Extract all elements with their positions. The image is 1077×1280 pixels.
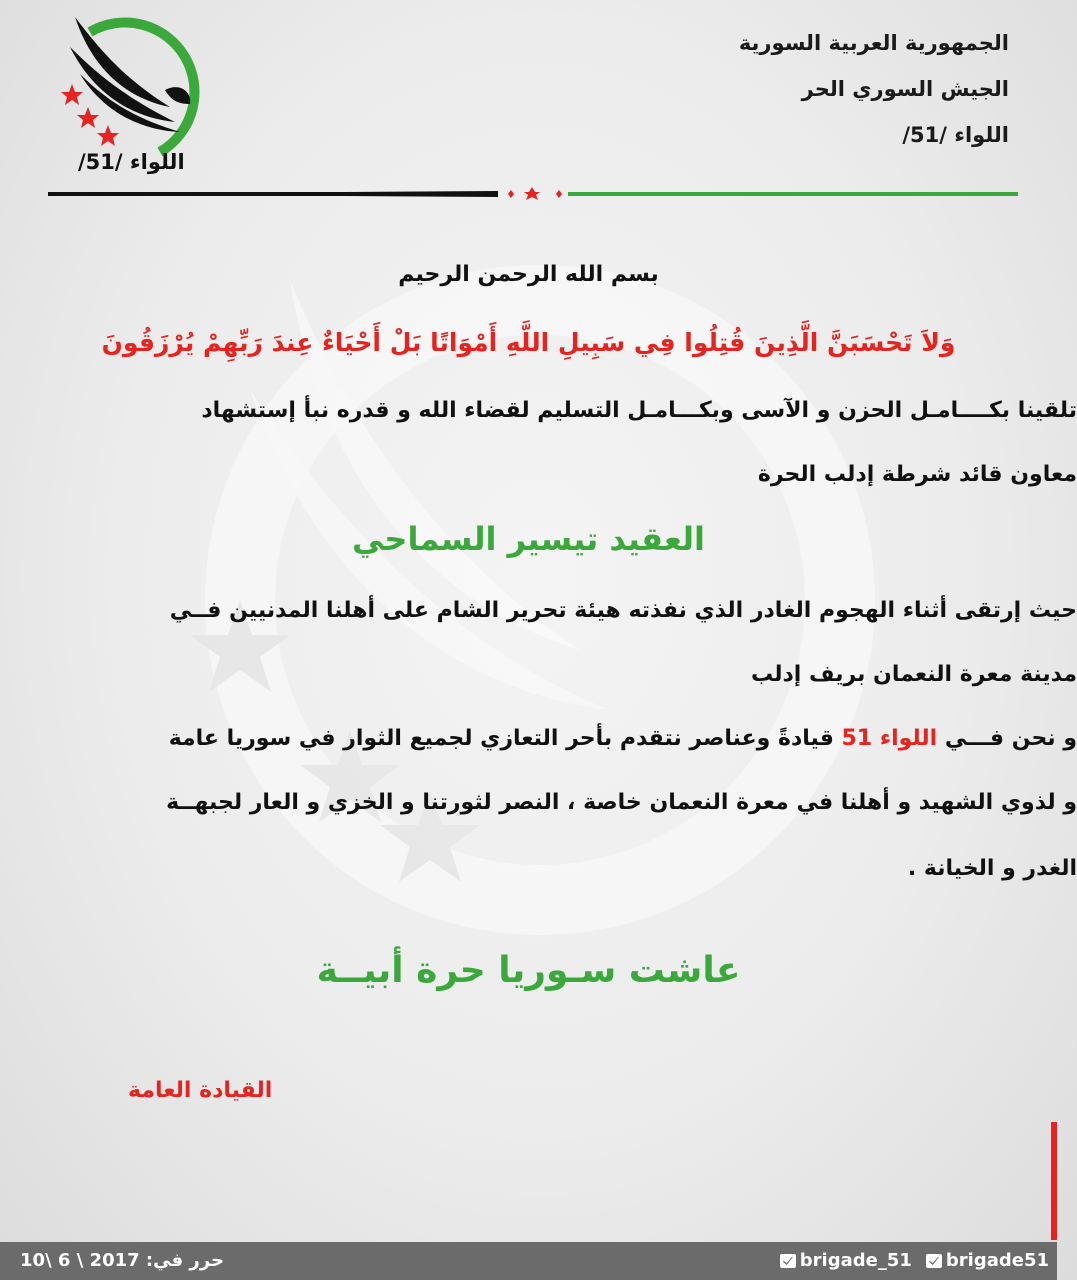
slogan: عاشت سـوريا حرة أبيــة	[316, 950, 741, 991]
header-line-army: الجيش السوري الحر	[801, 77, 1009, 101]
letterhead	[739, 30, 1009, 168]
twitter-icon	[926, 1254, 942, 1268]
paragraph-2-line-1: حيث إرتقى أثناء الهجوم الغادر الذي نفذته هيئة تحرير الشام على أهلنا المدنيين فــي	[169, 598, 1077, 623]
basmala: بسم الله الرحمن الرحيم	[398, 262, 659, 287]
footer-date: حرر في: 2017 \ 6 \10	[20, 1250, 224, 1271]
paragraph-3-pre: و نحن فـــي	[937, 726, 1077, 751]
social-handles	[780, 1250, 1049, 1271]
social-handle-1[interactable]: brigade_51	[780, 1250, 912, 1271]
paragraph-1-line-2: معاون قائد شرطة إدلب الحرة	[757, 462, 1077, 487]
twitter-icon	[780, 1254, 796, 1268]
paragraph-3-line-1	[20, 726, 1077, 751]
paragraph-1-line-1: تلقينا بكــــامـل الحزن و الآسى وبكـــامـل التسليم لقضاء الله و قدره نبأ إستشهاد	[201, 398, 1077, 423]
footer-bar	[0, 1242, 1057, 1280]
header-line-republic: الجمهورية العربية السورية	[738, 31, 1009, 55]
signature: القيادة العامة	[128, 1078, 273, 1103]
social-handle-2[interactable]: brigade51	[926, 1250, 1049, 1271]
paragraph-3-post: قيادةً وعناصر نتقدم بأحر التعازي لجميع الثوار في سوريا عامة	[168, 726, 842, 751]
quran-verse: وَلاَ تَحْسَبَنَّ الَّذِينَ قُتِلُوا فِي سَبِيلِ اللَّهِ أَمْوَاتًا بَلْ أَحْيَاءٌ عِندَ رَبِّهِمْ يُرْزَقُونَ	[101, 328, 956, 357]
header-divider	[48, 186, 1018, 202]
logo-label: اللواء /51/	[78, 150, 185, 174]
accent-bar	[1051, 1122, 1057, 1240]
paragraph-3-line-2: و لذوي الشهيد و أهلنا في معرة النعمان خاصة ، النصر لثورتنا و الخزي و العار لجبهــة	[166, 790, 1077, 815]
header-line-brigade: اللواء /51/	[902, 123, 1009, 147]
paragraph-3-line-3: الغدر و الخيانة .	[907, 856, 1077, 881]
paragraph-2-line-2: مدينة معرة النعمان بريف إدلب	[750, 662, 1077, 687]
brigade-highlight: اللواء 51	[841, 726, 938, 751]
martyr-name: العقيد تيسير السماحي	[352, 520, 705, 558]
